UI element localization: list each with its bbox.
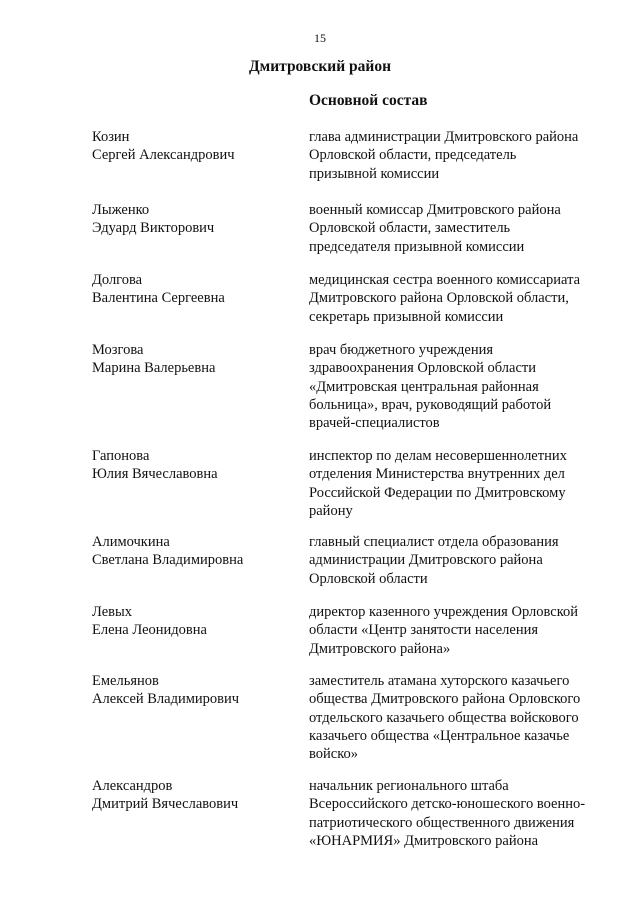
member-given-names: Юлия Вячеславовна	[92, 466, 218, 483]
member-entry	[92, 447, 612, 533]
member-entry	[92, 533, 612, 603]
member-given-names: Алексей Владимирович	[92, 691, 240, 708]
member-given-names: Марина Валерьевна	[92, 360, 216, 377]
district-title: Дмитровский район	[248, 58, 392, 75]
member-given-names: Елена Леонидовна	[92, 622, 207, 639]
member-surname: Козин	[92, 129, 130, 145]
member-surname: Гапонова	[92, 448, 150, 464]
member-name	[92, 341, 309, 447]
member-entry	[92, 672, 612, 777]
member-surname: Лыженко	[92, 202, 150, 218]
member-entry	[92, 603, 612, 672]
member-name	[92, 447, 309, 533]
member-role: начальник регионального штаба Всероссийского детско-юношеского военно- патриотического общественного движения «ЮНАРМИЯ» Дмитровского района	[309, 778, 586, 849]
member-given-names: Дмитрий Вячеславович	[92, 796, 239, 813]
member-name	[92, 672, 309, 777]
member-name	[92, 777, 309, 857]
member-given-names: Эдуард Викторович	[92, 220, 215, 237]
member-role: главный специалист отдела образования администрации Дмитровского района Орловской области	[309, 534, 559, 587]
member-role: медицинская сестра военного комиссариата Дмитровского района Орловской области, секретарь призывной комиссии	[309, 272, 581, 325]
member-name	[92, 603, 309, 672]
member-name	[92, 271, 309, 341]
member-role: глава администрации Дмитровского района Орловской области, председатель призывной комиссии	[309, 129, 579, 182]
member-entry	[92, 271, 612, 341]
member-name	[92, 201, 309, 271]
member-surname: Мозгова	[92, 342, 144, 358]
member-surname: Левых	[92, 604, 133, 620]
member-given-names: Сергей Александрович	[92, 147, 235, 164]
member-name	[92, 533, 309, 603]
member-surname: Долгова	[92, 272, 143, 288]
member-given-names: Светлана Владимировна	[92, 552, 244, 569]
member-role: директор казенного учреждения Орловской области «Центр занятости населения Дмитровского района»	[309, 604, 579, 657]
member-name	[92, 128, 309, 201]
member-entry	[92, 201, 612, 271]
member-entry	[92, 341, 612, 447]
member-role: инспектор по делам несовершеннолетних отделения Министерства внутренних дел Российской Федерации по Дмитровскому району	[309, 448, 567, 519]
member-surname: Александров	[92, 778, 173, 794]
member-given-names: Валентина Сергеевна	[92, 290, 225, 307]
member-surname: Алимочкина	[92, 534, 170, 550]
section-title: Основной состав	[309, 92, 428, 109]
page-number: 15	[314, 31, 326, 45]
member-entry	[92, 128, 612, 201]
member-role: военный комиссар Дмитровского района Орловской области, заместитель председателя призывной комиссии	[309, 202, 561, 255]
member-role: врач бюджетного учреждения здравоохранения Орловской области «Дмитровская центральная районная больница», врач, руководящий работой врачей-специалистов	[309, 342, 552, 432]
member-entry	[92, 777, 612, 857]
commission-members-list	[92, 128, 612, 857]
member-role: заместитель атамана хуторского казачьего общества Дмитровского района Орловского отдельского казачьего общества войскового казачьего общества «Центральное казачье войско»	[309, 673, 581, 763]
member-surname: Емельянов	[92, 673, 159, 689]
